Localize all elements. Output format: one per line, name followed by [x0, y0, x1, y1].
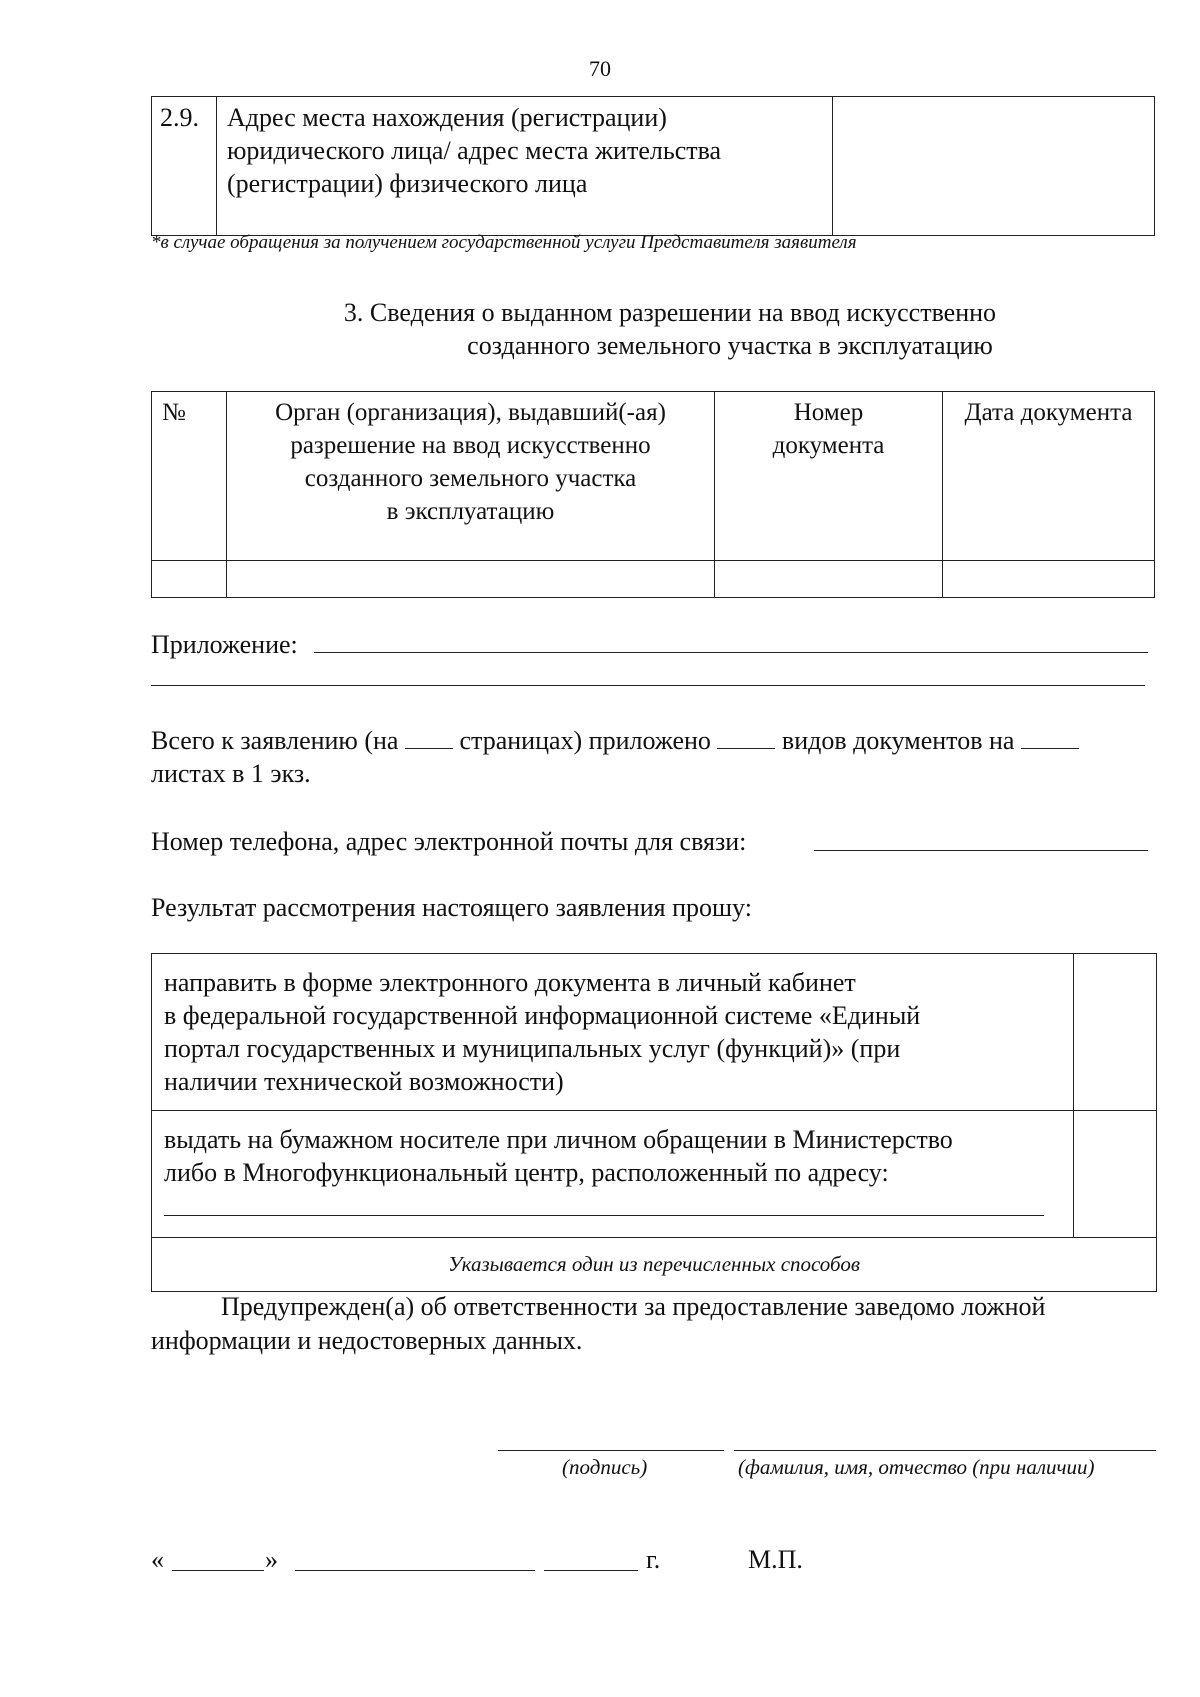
contact-label: Номер телефона, адрес электронной почты для связи:: [151, 827, 747, 856]
date-year-suffix: г.: [646, 1545, 661, 1574]
row-value-cell[interactable]: [833, 97, 1155, 236]
section-title-line: созданного земельного участка в эксплуатацию: [467, 331, 993, 360]
header-line: в эксплуатацию: [386, 498, 555, 525]
full-name-line[interactable]: [734, 1450, 1156, 1451]
table-row: [152, 561, 1155, 598]
permit-table: [151, 391, 1155, 598]
row-number: 2.9.: [152, 97, 217, 236]
date-day-line[interactable]: [172, 1570, 264, 1571]
option-electronic-checkbox[interactable]: [1073, 954, 1156, 1111]
total-text: Всего к заявлению (на: [151, 726, 399, 755]
attachment-line-2[interactable]: [151, 685, 1145, 686]
header-line: разрешение на ввод искусственно: [290, 432, 651, 459]
header-line: Номер: [793, 399, 864, 426]
table-header-row: [152, 392, 1155, 561]
full-name-label: (фамилия, имя, отчество (при наличии): [738, 1455, 1095, 1479]
doc-types-blank[interactable]: [717, 726, 775, 749]
attachment-label: Приложение:: [151, 630, 298, 659]
cell-document-date[interactable]: [943, 561, 1155, 598]
header-organization: [227, 392, 715, 561]
header-line: документа: [772, 432, 885, 459]
option-electronic: [152, 954, 1074, 1111]
pages-blank[interactable]: [405, 726, 453, 749]
header-document-date: Дата документа: [943, 392, 1155, 561]
total-text: страницах) приложено: [459, 726, 711, 755]
attachment-line-1[interactable]: [314, 652, 1148, 653]
header-document-number: [715, 392, 943, 561]
option-paper: [152, 1111, 1074, 1238]
option-line: либо в Многофункциональный центр, расположенный по адресу:: [164, 1158, 889, 1187]
cell-num[interactable]: [152, 561, 227, 598]
page-number: 70: [589, 56, 611, 81]
date-open-quote: «: [151, 1545, 164, 1574]
total-text: видов документов на: [781, 726, 1015, 755]
date-month-line[interactable]: [295, 1570, 535, 1571]
option-line: выдать на бумажном носителе при личном обращении в Министерство: [164, 1125, 953, 1154]
footnote: *в случае обращения за получением государственной услуги Представителя заявителя: [151, 232, 857, 253]
liability-warning: [151, 1290, 1157, 1358]
header-line: созданного земельного участка: [304, 465, 637, 492]
option-line: в федеральной государственной информационной системе «Единый: [164, 1001, 921, 1030]
date-close-quote: »: [265, 1545, 278, 1574]
contact-line[interactable]: [814, 850, 1148, 851]
signature-line[interactable]: [498, 1450, 724, 1451]
option-line: направить в форме электронного документа в личный кабинет: [164, 968, 856, 997]
options-note: Указывается один из перечисленных способов: [152, 1238, 1157, 1292]
result-options-table: [151, 953, 1157, 1292]
cell-document-number[interactable]: [715, 561, 943, 598]
option-paper-checkbox[interactable]: [1073, 1111, 1156, 1238]
row-label-line: (регистрации) физического лица: [227, 169, 588, 198]
stamp-placeholder: М.П.: [748, 1545, 803, 1574]
date-year-line[interactable]: [544, 1570, 638, 1571]
row-label-line: юридического лица/ адрес места жительства: [227, 136, 722, 165]
table-row: [152, 1238, 1157, 1292]
header-num: №: [152, 392, 227, 561]
option-line: портал государственных и муниципальных услуг (функций)» (при: [164, 1034, 901, 1063]
table-row: [152, 97, 1155, 236]
option-line: наличии технической возможности): [164, 1067, 564, 1096]
applicant-address-table: [151, 96, 1155, 236]
row-label: [217, 97, 833, 236]
table-row: [152, 954, 1157, 1111]
total-docs-line-2: листах в 1 экз.: [151, 759, 311, 788]
row-label-line: Адрес места нахождения (регистрации): [227, 103, 667, 132]
warning-line: информации и недостоверных данных.: [151, 1326, 583, 1355]
signature-label: (подпись): [562, 1455, 648, 1479]
result-label: Результат рассмотрения настоящего заявления прошу:: [151, 893, 752, 922]
cell-organization[interactable]: [227, 561, 715, 598]
header-line: Орган (организация), выдавший(-ая): [275, 399, 666, 426]
section-title-line: 3. Сведения о выданном разрешении на ввод искусственно: [343, 298, 997, 327]
total-docs-line: [151, 724, 1079, 757]
warning-line: Предупрежден(а) об ответственности за предоставление заведомо ложной: [221, 1292, 1046, 1321]
sheets-blank[interactable]: [1021, 726, 1079, 749]
section-title: [300, 296, 1160, 362]
address-line[interactable]: [164, 1201, 1044, 1216]
table-row: [152, 1111, 1157, 1238]
